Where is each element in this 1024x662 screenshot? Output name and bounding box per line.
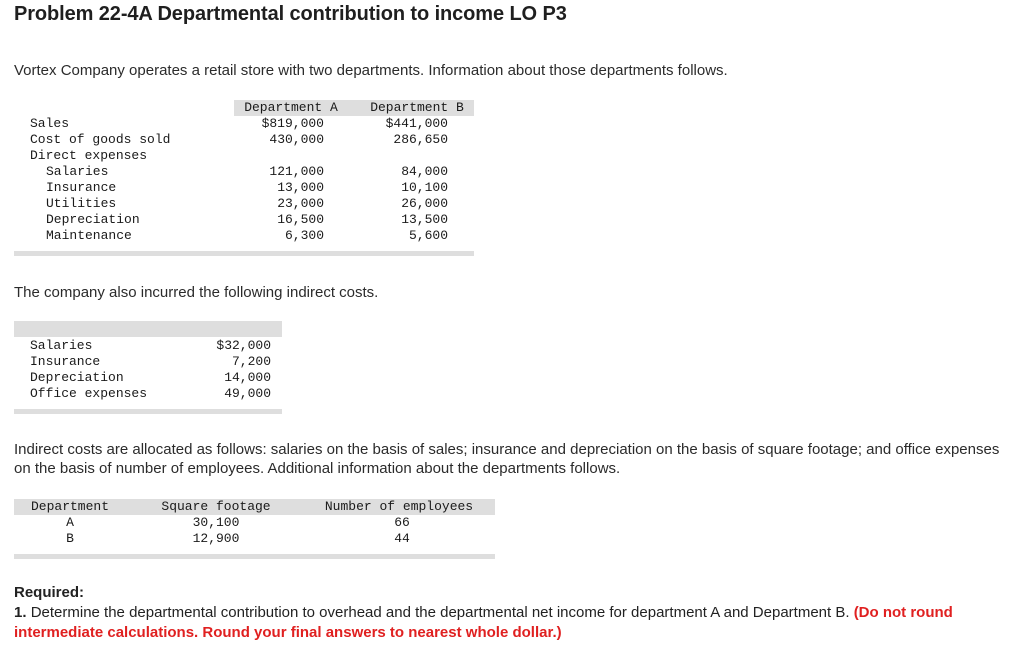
indirect-value-depreciation: 14,000: [224, 370, 271, 385]
row-label-cogs: Cost of goods sold: [30, 132, 171, 147]
row-label-maintenance: Maintenance: [46, 228, 132, 243]
indirect-value-office-expenses: 49,000: [224, 386, 271, 401]
required-item: [14, 603, 1010, 643]
column-header-dept-b: Department B: [370, 100, 464, 115]
info-employees-a: 66: [394, 515, 410, 530]
cogs-dept-b: 286,650: [393, 132, 448, 147]
salaries-dept-b: 84,000: [401, 164, 448, 179]
depreciation-dept-b: 13,500: [401, 212, 448, 227]
indirect-value-insurance: 7,200: [231, 354, 271, 369]
maintenance-dept-a: 6,300: [284, 228, 324, 243]
indirect-costs-intro: The company also incurred the following indirect costs.: [14, 284, 379, 301]
rounding-note: (Do not round intermediate calculations. Round your final answers to nearest whole dollar.): [14, 604, 953, 641]
column-header-employees: Number of employees: [324, 499, 474, 514]
salaries-dept-a: 121,000: [269, 164, 324, 179]
allocation-text: Indirect costs are allocated as follows: salaries on the basis of sales; insurance and depreciation on the basis of square footage; and office expenses on the basis of number of employees. Additional information about the departments follows.: [14, 441, 1000, 477]
table-footer-bar: [14, 409, 282, 414]
info-dept-a: A: [66, 515, 74, 530]
required-item-text: Determine the departmental contribution to overhead and the departmental net income for department A and Department B.: [30, 604, 850, 621]
indirect-label-salaries: Salaries: [30, 338, 93, 353]
row-label-sales: Sales: [30, 116, 70, 131]
indirect-label-insurance: Insurance: [30, 354, 101, 369]
insurance-dept-a: 13,000: [277, 180, 324, 195]
table-header-bar: [14, 321, 282, 337]
table-footer-bar: [14, 251, 474, 256]
intro-text: Vortex Company operates a retail store with two departments. Information about those departments follows.: [14, 62, 728, 79]
depreciation-dept-a: 16,500: [277, 212, 324, 227]
utilities-dept-a: 23,000: [277, 196, 324, 211]
column-header-dept-a: Department A: [244, 100, 338, 115]
insurance-dept-b: 10,100: [401, 180, 448, 195]
column-header-square-footage: Square footage: [161, 499, 271, 514]
indirect-costs-table: [14, 321, 282, 416]
info-sqft-b: 12,900: [192, 531, 240, 546]
info-dept-b: B: [66, 531, 74, 546]
indirect-label-office-expenses: Office expenses: [30, 386, 148, 401]
table-footer-bar: [14, 554, 495, 559]
info-employees-b: 44: [394, 531, 410, 546]
sales-dept-a: $819,000: [261, 116, 324, 131]
sales-dept-b: $441,000: [385, 116, 448, 131]
department-table: [14, 100, 474, 258]
maintenance-dept-b: 5,600: [408, 228, 448, 243]
required-item-number: 1.: [14, 604, 27, 621]
cogs-dept-a: 430,000: [269, 132, 324, 147]
page-title: Problem 22-4A Departmental contribution to income LO P3: [14, 3, 567, 25]
row-label-utilities: Utilities: [46, 196, 117, 211]
department-info-table: [14, 499, 495, 561]
row-label-direct-expenses: Direct expenses: [30, 148, 148, 163]
indirect-value-salaries: $32,000: [216, 338, 271, 353]
row-label-salaries: Salaries: [46, 164, 109, 179]
required-heading: Required:: [14, 584, 85, 601]
info-sqft-a: 30,100: [192, 515, 240, 530]
indirect-label-depreciation: Depreciation: [30, 370, 124, 385]
column-header-department: Department: [30, 499, 109, 514]
row-label-depreciation: Depreciation: [46, 212, 140, 227]
utilities-dept-b: 26,000: [401, 196, 448, 211]
row-label-insurance: Insurance: [46, 180, 117, 195]
